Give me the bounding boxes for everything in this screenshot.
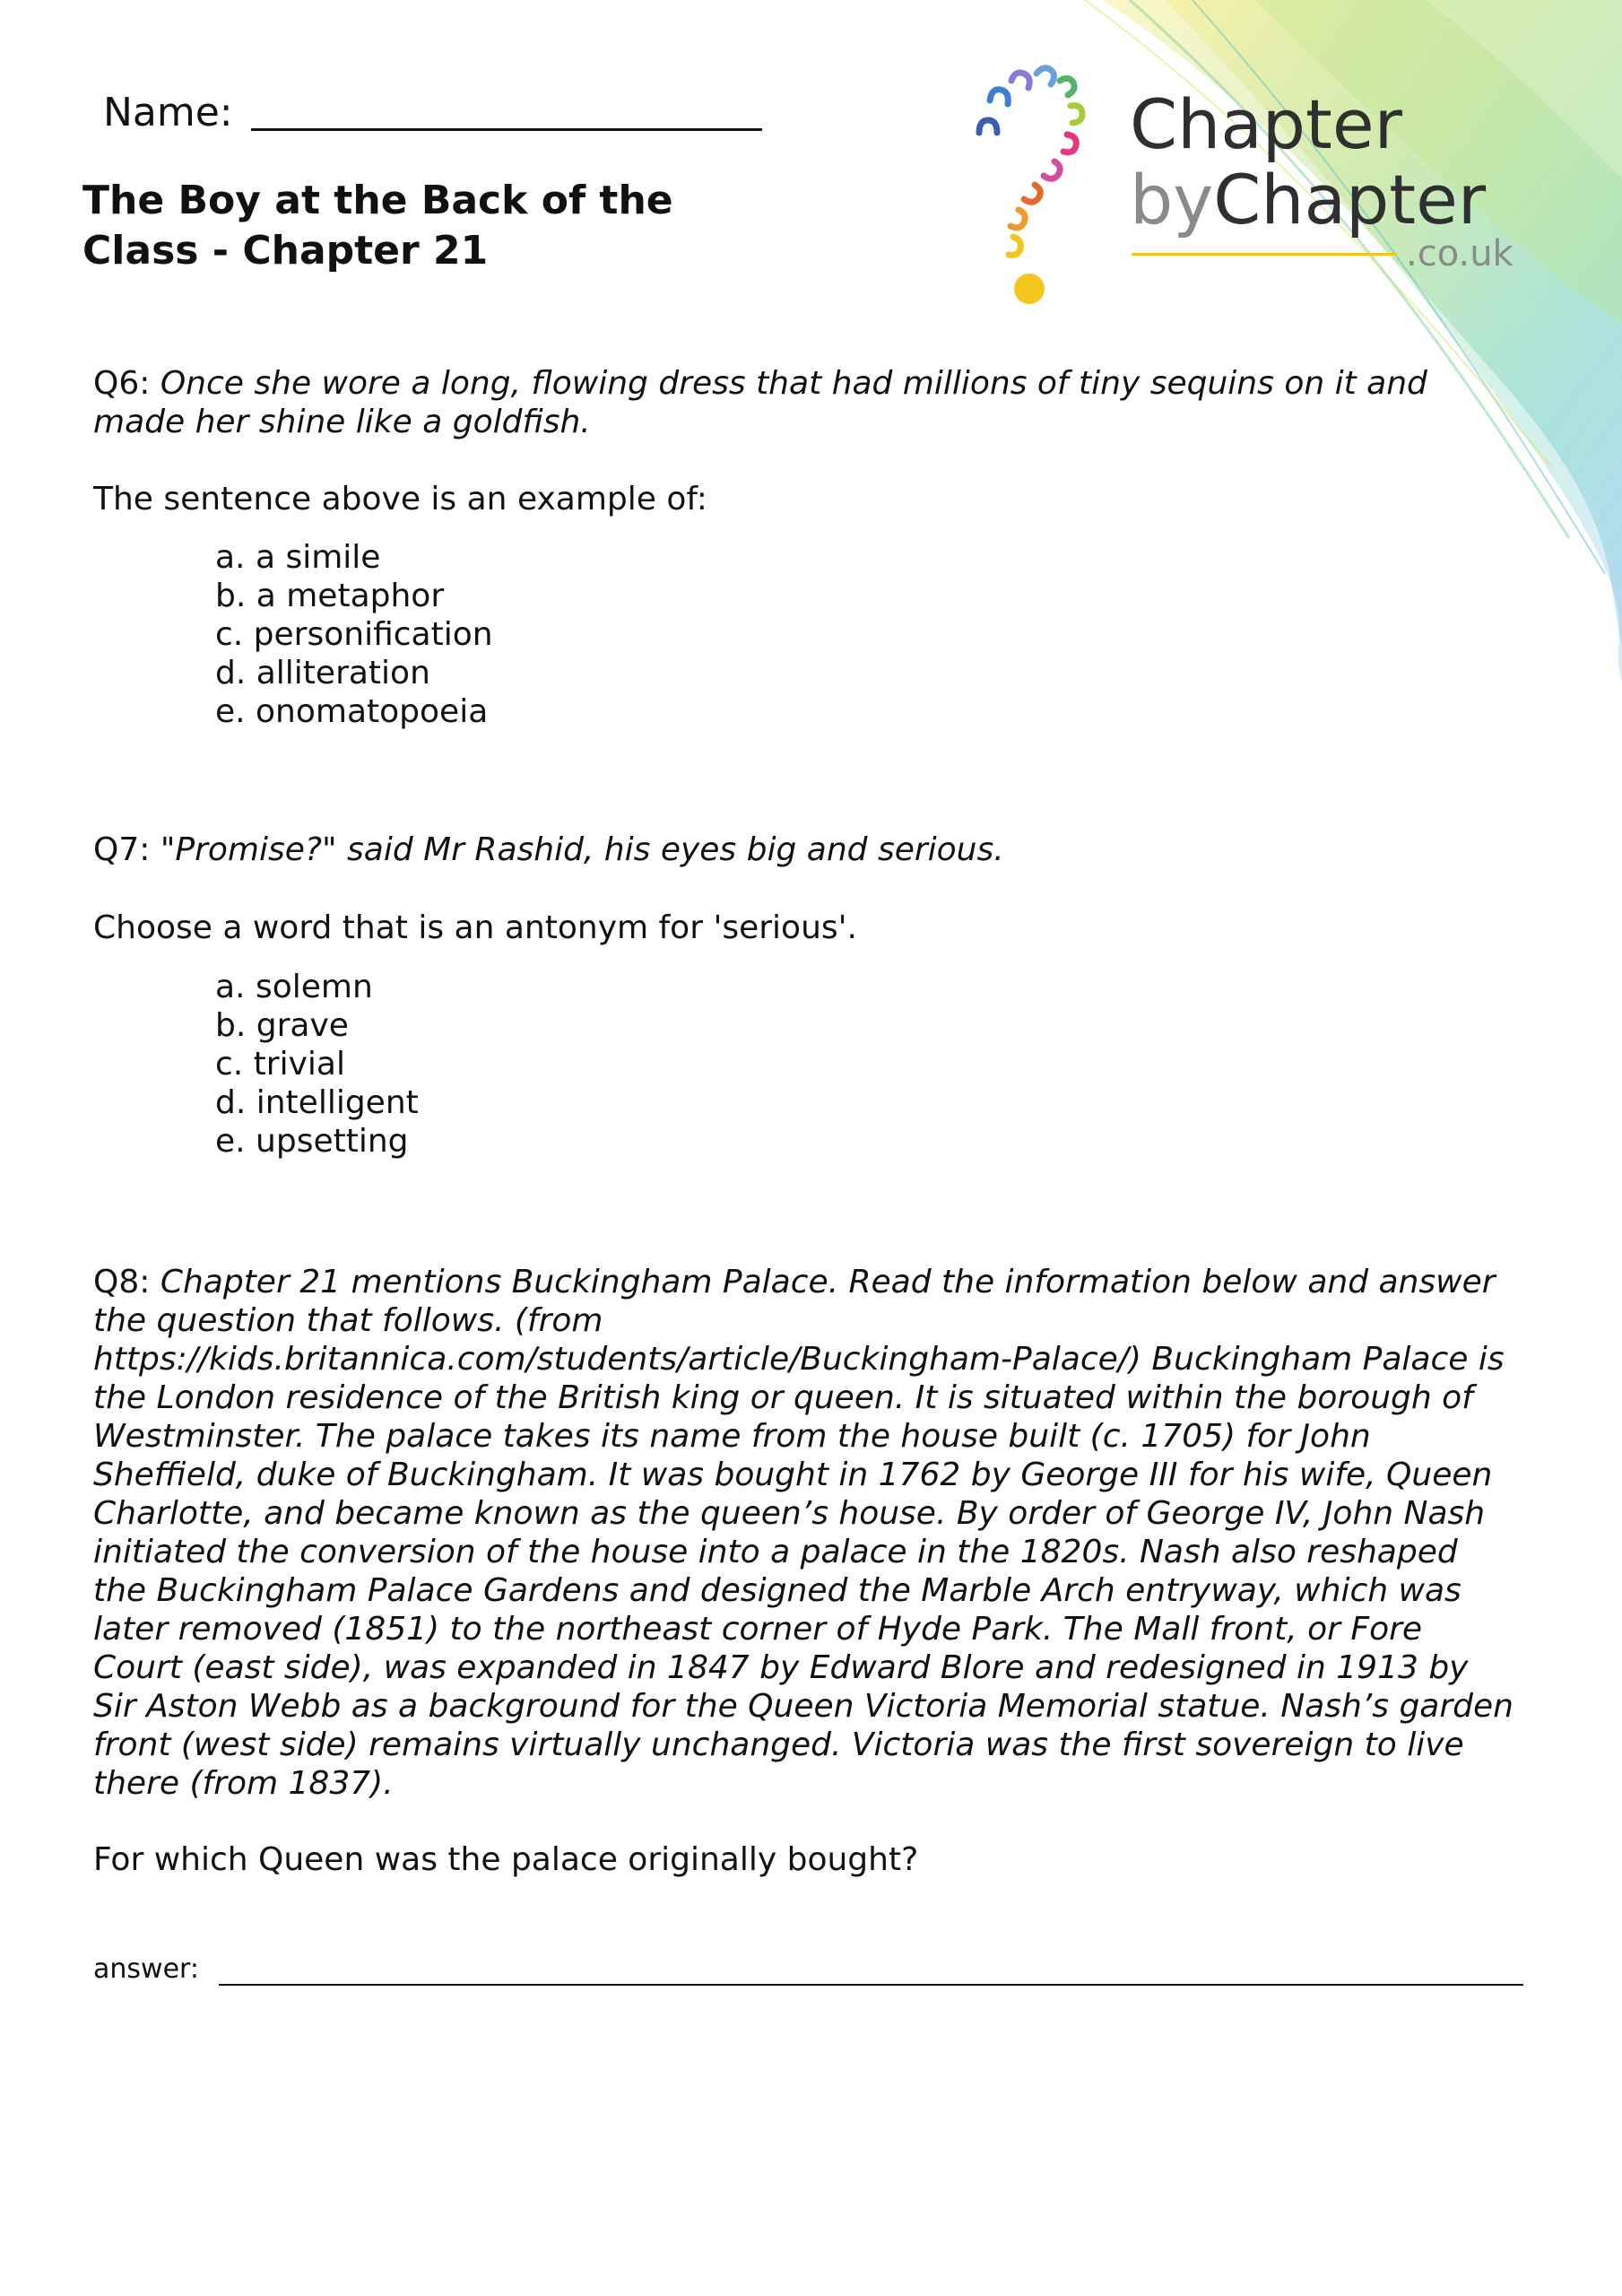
logo-underline (1132, 253, 1397, 256)
answer-row (93, 1953, 1528, 1985)
option-item[interactable]: e. upsetting (215, 1123, 409, 1160)
option-item[interactable]: c. personification (215, 616, 493, 653)
book-question-mark-icon (959, 54, 1103, 314)
answer-input-line[interactable] (219, 1984, 1523, 1986)
option-item[interactable]: e. onomatopoeia (215, 693, 489, 730)
question-7-prompt: Choose a word that is an antonym for 'serious'. (93, 909, 857, 946)
name-field-row (103, 90, 762, 135)
question-passage: Chapter 21 mentions Buckingham Palace. Read the information below and answer the question that follows. (from https://kids.britannica.com/students/article/Buckingham-Palace/) Buckingham Palace is the London residence of the British king or queen. It is situated within the borough of Westminster. The palace takes its name from the house built (c. 1705) for John Sheffield, duke of Buckingham. It was bought in 1762 by George III for his wife, Queen Charlotte, and became known as the queen’s house. By order of George IV, John Nash initiated the conversion of the house into a palace in the 1820s. Nash also reshaped the Buckingham Palace Gardens and designed the Marble Arch entryway, which was later removed (1851) to the northeast corner of Hyde Park. The Mall front, or Fore Court (east side), was expanded in 1847 by Edward Blore and redesigned in 1913 by Sir Aston Webb as a background for the Queen Victoria Memorial statue. Nash’s garden front (west side) remains virtually unchanged. Victoria was the first sovereign to live there (from 1837). (93, 1264, 1514, 1802)
logo-wordmark-bychapter (1130, 160, 1486, 239)
question-6 (93, 364, 1528, 441)
logo-wordmark-by: by (1130, 160, 1214, 239)
name-input-line[interactable] (251, 92, 762, 131)
question-quote: Once she wore a long, flowing dress that had millions of tiny sequins on it and made her shine like a goldfish. (93, 365, 1427, 440)
logo-wordmark-chapter-2: Chapter (1213, 160, 1487, 239)
question-8 (93, 1263, 1519, 1803)
question-6-options (215, 538, 493, 731)
page-title: The Boy at the Back of the Class - Chapter 21 (82, 178, 673, 274)
name-label: Name: (103, 90, 233, 135)
option-item[interactable]: c. trivial (215, 1046, 345, 1083)
question-number: Q6: (93, 365, 151, 402)
logo-wordmark-chapter: Chapter (1130, 84, 1402, 164)
question-quote: "Promise?" said Mr Rashid, his eyes big and serious. (160, 831, 1004, 868)
option-item[interactable]: b. grave (215, 1007, 349, 1044)
option-item[interactable]: a. solemn (215, 969, 373, 1005)
question-number: Q8: (93, 1264, 151, 1300)
question-number: Q7: (93, 831, 151, 868)
option-item[interactable]: b. a metaphor (215, 578, 445, 614)
question-6-prompt: The sentence above is an example of: (93, 481, 707, 517)
option-item[interactable]: a. a simile (215, 539, 381, 576)
option-item[interactable]: d. alliteration (215, 655, 430, 691)
option-item[interactable]: d. intelligent (215, 1084, 419, 1121)
answer-label: answer: (93, 1953, 199, 1985)
chapter-by-chapter-logo (959, 54, 1533, 314)
question-8-prompt: For which Queen was the palace originally bought? (93, 1841, 919, 1878)
question-7-options (215, 968, 419, 1161)
logo-domain: .co.uk (1406, 233, 1514, 274)
question-7 (93, 831, 1528, 869)
